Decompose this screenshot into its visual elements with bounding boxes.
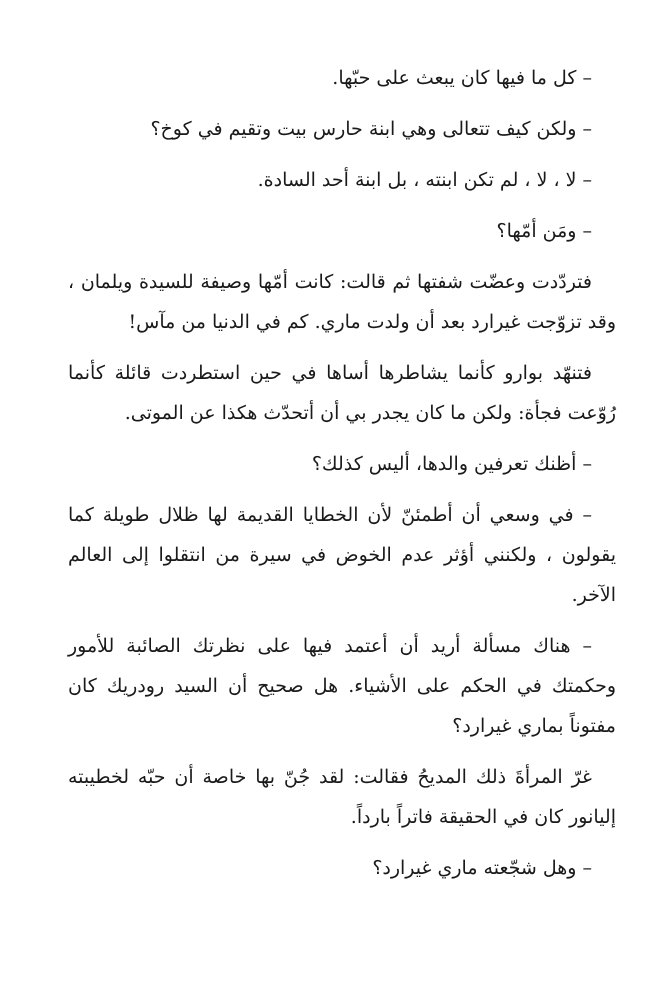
dialogue-line: – كل ما فيها كان يبعث على حبّها. (332, 67, 592, 89)
book-page (68, 58, 616, 899)
dialogue-line: – ومَن أمّها؟ (496, 220, 592, 242)
dialogue-line: – لا ، لا ، لم تكن ابنته ، بل ابنة أحد السادة. (257, 169, 592, 191)
dialogue-line: – هناك مسألة أريد أن أعتمد فيها على نظرتك الصائبة للأمور وحكمتك في الحكم على الأشياء. هل صحيح أن السيد رودريك كان مفتوناً بماري غيرارد؟ (68, 635, 616, 737)
narration-paragraph: غرّ المرأةَ ذلك المديحُ فقالت: لقد جُنّ بها خاصة أن حبّه لخطيبته إليانور كان في الحقيقة فاتراً بارداً. (68, 766, 616, 828)
dialogue-line: – ولكن كيف تتعالى وهي ابنة حارس بيت وتقيم في كوخ؟ (150, 118, 592, 140)
dialogue-line: – وهل شجّعته ماري غيرارد؟ (372, 857, 592, 879)
narration-paragraph: فتنهّد بوارو كأنما يشاطرها أساها في حين استطردت قائلة كأنما رُوّعت فجأة: ولكن ما كان يجدر بي أن أتحدّث هكذا عن الموتى. (68, 362, 616, 424)
dialogue-line: – في وسعي أن أطمئنّ لأن الخطايا القديمة لها ظلال طويلة كما يقولون ، ولكنني أؤثر عدم الخوض في سيرة من انتقلوا إلى العالم الآخر. (68, 504, 616, 606)
narration-paragraph: فتردّدت وعضّت شفتها ثم قالت: كانت أمّها وصيفة للسيدة ويلمان ، وقد تزوّجت غيرارد بعد أن ولدت ماري. كم في الدنيا من مآس! (68, 271, 616, 333)
dialogue-line: – أظنك تعرفين والدها، أليس كذلك؟ (311, 453, 592, 475)
